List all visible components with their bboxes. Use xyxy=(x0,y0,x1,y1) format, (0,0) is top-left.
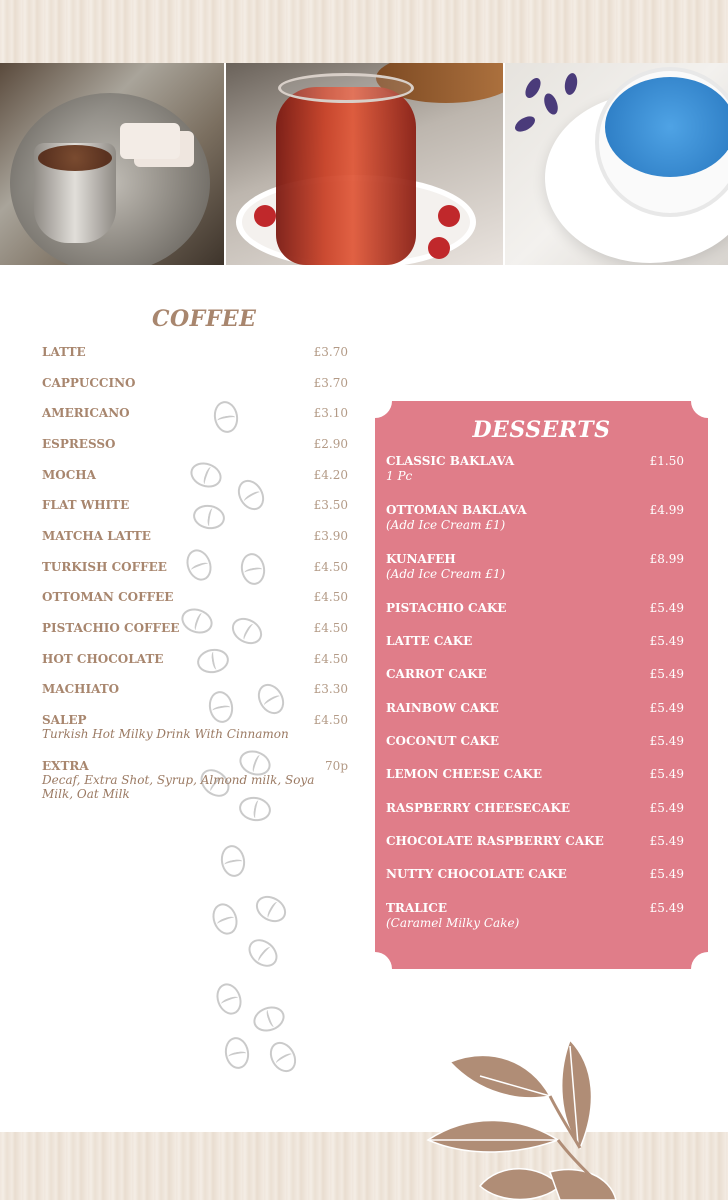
item-description: (Caramel Milky Cake) xyxy=(386,916,520,930)
item-name: CLASSIC BAKLAVA xyxy=(386,454,515,468)
coffee-item xyxy=(42,682,348,696)
item-price: £5.49 xyxy=(649,601,684,615)
item-name: NUTTY CHOCOLATE CAKE xyxy=(386,867,567,881)
item-price: £5.49 xyxy=(649,701,684,715)
item-name: AMERICANO xyxy=(42,406,130,420)
dessert-item xyxy=(386,667,684,681)
item-price: £4.99 xyxy=(649,503,684,517)
item-name: TURKISH COFFEE xyxy=(42,560,167,574)
coffee-item xyxy=(42,652,348,666)
coffee-item xyxy=(42,590,348,604)
item-name: OTTOMAN COFFEE xyxy=(42,590,174,604)
dessert-item xyxy=(386,901,684,931)
coffee-section-title: COFFEE xyxy=(152,306,257,332)
item-price: £3.70 xyxy=(313,376,348,390)
item-name: MACHIATO xyxy=(42,682,120,696)
item-name: MOCHA xyxy=(42,468,96,482)
item-description: Decaf, Extra Shot, Syrup, Almond milk, Soya Milk, Oat Milk xyxy=(42,773,315,801)
item-name: MATCHA LATTE xyxy=(42,529,151,543)
turkish-tea-photo xyxy=(226,63,502,265)
item-name: ESPRESSO xyxy=(42,437,116,451)
item-name: EXTRA xyxy=(42,759,89,773)
item-price: £4.50 xyxy=(313,652,348,666)
item-name: TRALICE xyxy=(386,901,447,915)
item-price: £4.50 xyxy=(313,560,348,574)
dessert-item xyxy=(386,601,684,615)
item-name: LATTE xyxy=(42,345,86,359)
desserts-section-title: DESSERTS xyxy=(472,417,611,443)
coffee-item xyxy=(42,529,348,543)
item-name: RASPBERRY CHEESECAKE xyxy=(386,801,571,815)
item-price: £3.70 xyxy=(313,345,348,359)
item-price: £5.49 xyxy=(649,867,684,881)
item-name: LEMON CHEESE CAKE xyxy=(386,767,543,781)
turkish-coffee-photo xyxy=(0,63,224,265)
coffee-item xyxy=(42,345,348,359)
item-name: SALEP xyxy=(42,713,87,727)
item-price: £4.50 xyxy=(313,590,348,604)
item-price: £1.50 xyxy=(649,454,684,468)
item-name: RAINBOW CAKE xyxy=(386,701,499,715)
item-price: £8.99 xyxy=(649,552,684,566)
item-description: (Add Ice Cream £1) xyxy=(386,567,506,581)
item-price: £5.49 xyxy=(649,834,684,848)
item-description: 1 Pc xyxy=(386,469,413,483)
butterfly-pea-tea-photo xyxy=(505,63,728,265)
item-price: £3.50 xyxy=(313,498,348,512)
wood-header-strip xyxy=(0,0,728,63)
item-name: KUNAFEH xyxy=(386,552,456,566)
item-name: HOT CHOCOLATE xyxy=(42,652,164,666)
item-price: £5.49 xyxy=(649,767,684,781)
coffee-leaf-icon xyxy=(420,1036,640,1200)
item-name: COCONUT CAKE xyxy=(386,734,499,748)
item-price: £3.30 xyxy=(313,682,348,696)
dessert-item xyxy=(386,867,684,881)
item-price: £3.10 xyxy=(313,406,348,420)
item-name: CHOCOLATE RASPBERRY CAKE xyxy=(386,834,604,848)
dessert-item xyxy=(386,767,684,781)
coffee-item xyxy=(42,406,348,420)
coffee-item xyxy=(42,759,348,801)
item-price: £2.90 xyxy=(313,437,348,451)
dessert-item xyxy=(386,701,684,715)
item-name: CAPPUCCINO xyxy=(42,376,136,390)
item-price: £4.50 xyxy=(313,621,348,635)
coffee-item xyxy=(42,468,348,482)
item-price: £5.49 xyxy=(649,734,684,748)
item-name: LATTE CAKE xyxy=(386,634,473,648)
coffee-item xyxy=(42,621,348,635)
item-price: £5.49 xyxy=(649,667,684,681)
item-name: FLAT WHITE xyxy=(42,498,130,512)
coffee-item xyxy=(42,560,348,574)
dessert-item xyxy=(386,834,684,848)
dessert-item xyxy=(386,454,684,484)
item-name: OTTOMAN BAKLAVA xyxy=(386,503,527,517)
photo-banner xyxy=(0,63,728,265)
dessert-item xyxy=(386,801,684,815)
item-name: CARROT CAKE xyxy=(386,667,487,681)
item-name: PISTACHIO COFFEE xyxy=(42,621,180,635)
item-description: Turkish Hot Milky Drink With Cinnamon xyxy=(42,727,289,741)
dessert-item xyxy=(386,634,684,648)
dessert-item xyxy=(386,734,684,748)
item-description: (Add Ice Cream £1) xyxy=(386,518,506,532)
coffee-item xyxy=(42,437,348,451)
dessert-item xyxy=(386,503,684,533)
item-price: £5.49 xyxy=(649,634,684,648)
coffee-item xyxy=(42,376,348,390)
item-price: £5.49 xyxy=(649,901,684,915)
item-price: £4.50 xyxy=(313,713,348,727)
item-price: £3.90 xyxy=(313,529,348,543)
coffee-item xyxy=(42,713,348,741)
item-price: £5.49 xyxy=(649,801,684,815)
item-name: PISTACHIO CAKE xyxy=(386,601,507,615)
desserts-panel xyxy=(375,401,708,969)
item-price: £4.20 xyxy=(313,468,348,482)
item-price: 70p xyxy=(325,759,348,773)
coffee-item xyxy=(42,498,348,512)
dessert-item xyxy=(386,552,684,582)
